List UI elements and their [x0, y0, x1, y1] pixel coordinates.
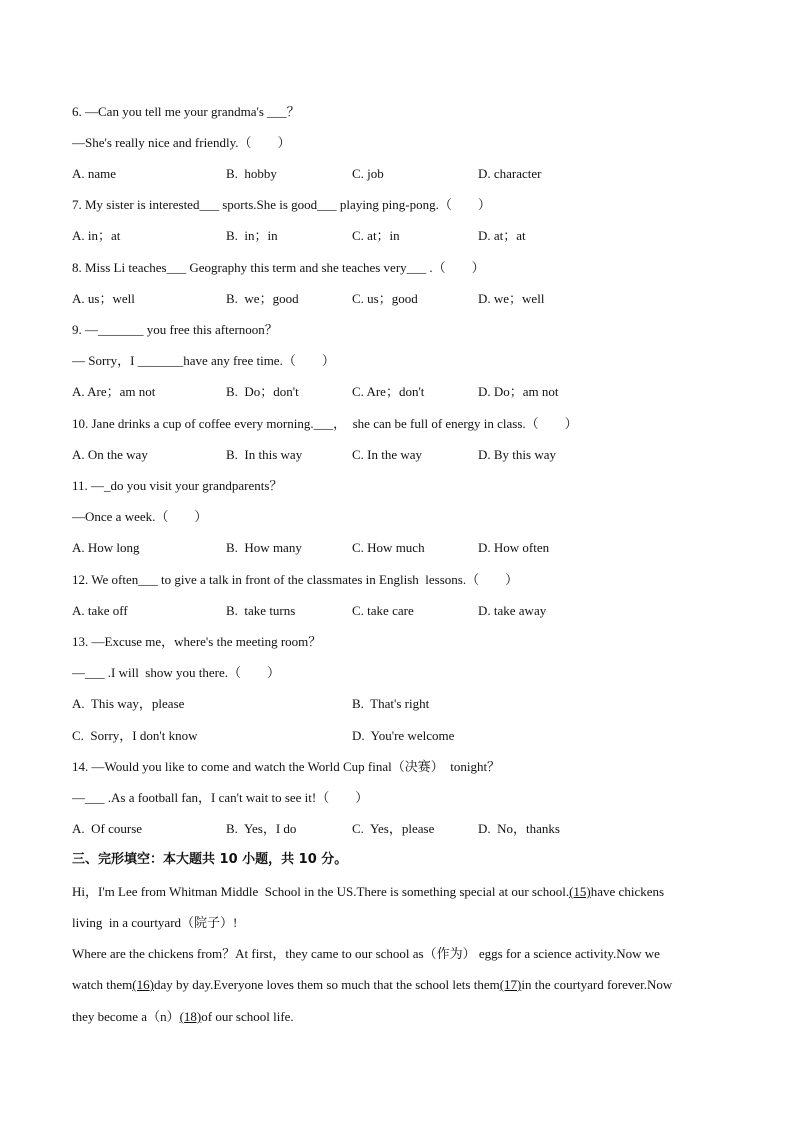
blank-18: (18)	[179, 1009, 202, 1024]
q6-option-a: A. name	[72, 166, 117, 181]
blank-17: (17)	[499, 977, 522, 992]
question-8-stem: 8. Miss Li teaches___ Geography this term and she teaches very___ .（ ）	[72, 260, 485, 275]
question-6-stem: 6. —Can you tell me your grandma's ___？	[72, 104, 300, 119]
q6-option-d: D. character	[478, 166, 542, 181]
question-14-stem: 14. —Would you like to come and watch the World Cup final（决赛） tonight？	[72, 759, 501, 774]
q11-option-c: C. How much	[352, 540, 425, 555]
question-7-stem: 7. My sister is interested___ sports.She is good___ playing ping-pong.（ ）	[72, 197, 491, 212]
q10-option-c: C. In the way	[352, 447, 423, 462]
passage-line-1	[72, 884, 664, 900]
q12-option-c: C. take care	[352, 603, 414, 618]
question-11-stem: 11. —_do you visit your grandparents？	[72, 478, 283, 493]
question-9-reply: — Sorry，I _______have any free time.（ ）	[72, 353, 335, 368]
q13-option-d: D. You're welcome	[352, 728, 455, 743]
q12-option-b: B. take turns	[226, 603, 296, 618]
q8-option-a: A. us；well	[72, 291, 135, 306]
q7-option-a: A. in；at	[72, 228, 121, 243]
passage-text: Hi，I'm Lee from Whitman Middle School in the US.There is something special at our school.	[72, 884, 570, 899]
question-14-reply: —___ .As a football fan，I can't wait to see it!（ ）	[72, 790, 369, 805]
q7-option-c: C. at；in	[352, 228, 400, 243]
q14-option-c: C. Yes，please	[352, 821, 435, 836]
q12-option-a: A. take off	[72, 603, 128, 618]
q8-option-c: C. us；good	[352, 291, 418, 306]
q11-option-a: A. How long	[72, 540, 140, 555]
q6-option-c: C. job	[352, 166, 384, 181]
question-13-reply: —___ .I will show you there.（ ）	[72, 665, 280, 680]
blank-15: (15)	[569, 884, 591, 899]
q9-option-b: B. Do；don't	[226, 384, 299, 399]
q8-option-b: B. we；good	[226, 291, 299, 306]
question-12-stem: 12. We often___ to give a talk in front of the classmates in English lessons.（ ）	[72, 572, 519, 587]
passage-line-2: living in a courtyard（院子）!	[72, 915, 238, 930]
question-9-stem: 9. —_______ you free this afternoon？	[72, 322, 278, 337]
q6-option-b: B. hobby	[226, 166, 277, 181]
q11-option-d: D. How often	[478, 540, 550, 555]
q11-option-b: B. How many	[226, 540, 302, 555]
question-6-reply: —She's really nice and friendly.（ ）	[72, 135, 291, 150]
q13-option-b: B. That's right	[352, 696, 430, 711]
q9-option-c: C. Are；don't	[352, 384, 425, 399]
q8-option-d: D. we；well	[478, 291, 545, 306]
q14-option-a: A. Of course	[72, 821, 143, 836]
q9-option-d: D. Do；am not	[478, 384, 559, 399]
q10-option-b: B. In this way	[226, 447, 303, 462]
q7-option-b: B. in；in	[226, 228, 278, 243]
question-11-reply: —Once a week.（ ）	[72, 509, 208, 524]
section-title: 三、完形填空：本大题共 10 小题，共 10 分。	[72, 852, 348, 867]
passage-text: of our school life.	[201, 1009, 294, 1024]
q10-option-d: D. By this way	[478, 447, 556, 462]
q9-option-a: A. Are；am not	[72, 384, 156, 399]
q14-option-d: D. No，thanks	[478, 821, 560, 836]
passage-line-4	[72, 977, 672, 993]
q7-option-d: D. at；at	[478, 228, 526, 243]
passage-text: in the courtyard forever.Now	[521, 977, 673, 992]
passage-text: they become a（n）	[72, 1009, 180, 1024]
question-13-stem: 13. —Excuse me，where's the meeting room？	[72, 634, 322, 649]
passage-text: have chickens	[590, 884, 665, 899]
passage-line-5	[72, 1009, 294, 1025]
q10-option-a: A. On the way	[72, 447, 148, 462]
passage-line-3: Where are the chickens from？At first，they came to our school as（作为） eggs for a science activity.Now we	[72, 946, 660, 961]
q12-option-d: D. take away	[478, 603, 547, 618]
q14-option-b: B. Yes，I do	[226, 821, 297, 836]
passage-text: watch them	[72, 977, 133, 992]
q13-option-a: A. This way，please	[72, 696, 185, 711]
blank-16: (16)	[132, 977, 154, 992]
passage-text: day by day.Everyone loves them so much that the school lets them	[153, 977, 500, 992]
question-10-stem: 10. Jane drinks a cup of coffee every morning.___， she can be full of energy in class.（ ）	[72, 416, 578, 431]
q13-option-c: C. Sorry，I don't know	[72, 728, 198, 743]
